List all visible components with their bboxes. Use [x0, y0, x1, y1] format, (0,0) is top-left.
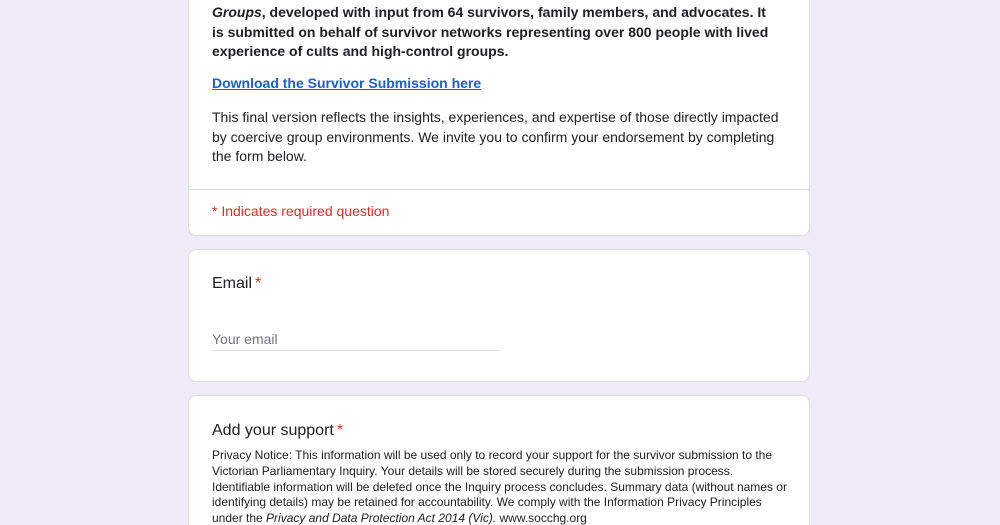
support-question-card — [188, 395, 810, 525]
intro-italic-text: Groups — [212, 4, 262, 20]
intro-paragraph — [212, 3, 772, 62]
intro-text-rest: , developed with input from 64 survivors, family members, and advocates. It is submitted on behalf of survivor networks representing over 800 people with lived experience of cults and high-control groups. — [212, 4, 769, 59]
download-submission-link[interactable]: Download the Survivor Submission here — [212, 75, 482, 91]
form-description-card — [188, 0, 810, 236]
required-asterisk: * — [255, 275, 262, 292]
final-version-paragraph: This final version reflects the insights, experiences, and expertise of those directly impacted by coercive group environments. We invite you to confirm your endorsement by completing the form below. — [212, 109, 779, 164]
divider — [189, 189, 809, 190]
privacy-notice-end: www.socchg.org — [496, 511, 587, 525]
email-question-card — [188, 249, 810, 382]
email-title-text: Email — [212, 275, 253, 292]
support-question-title — [212, 422, 343, 440]
email-input[interactable] — [212, 328, 500, 351]
support-title-text: Add your support — [212, 422, 334, 439]
email-question-title — [212, 275, 261, 293]
required-question-note: * Indicates required question — [212, 203, 390, 219]
privacy-notice-main: Privacy Notice: This information will be used only to record your support for the survivor submission to the Victorian Parliamentary Inquiry. Your details will be stored securely during the submission process. Identifiable information will be deleted once the Inquiry process concludes. Summary data (without names or identifying details) may be retained for accountability. We comply with the Information Privacy Principles under the — [212, 448, 787, 525]
required-asterisk: * — [336, 422, 344, 439]
privacy-notice — [212, 448, 787, 525]
privacy-act-name: Privacy and Data Protection Act 2014 (Vic). — [266, 511, 497, 525]
